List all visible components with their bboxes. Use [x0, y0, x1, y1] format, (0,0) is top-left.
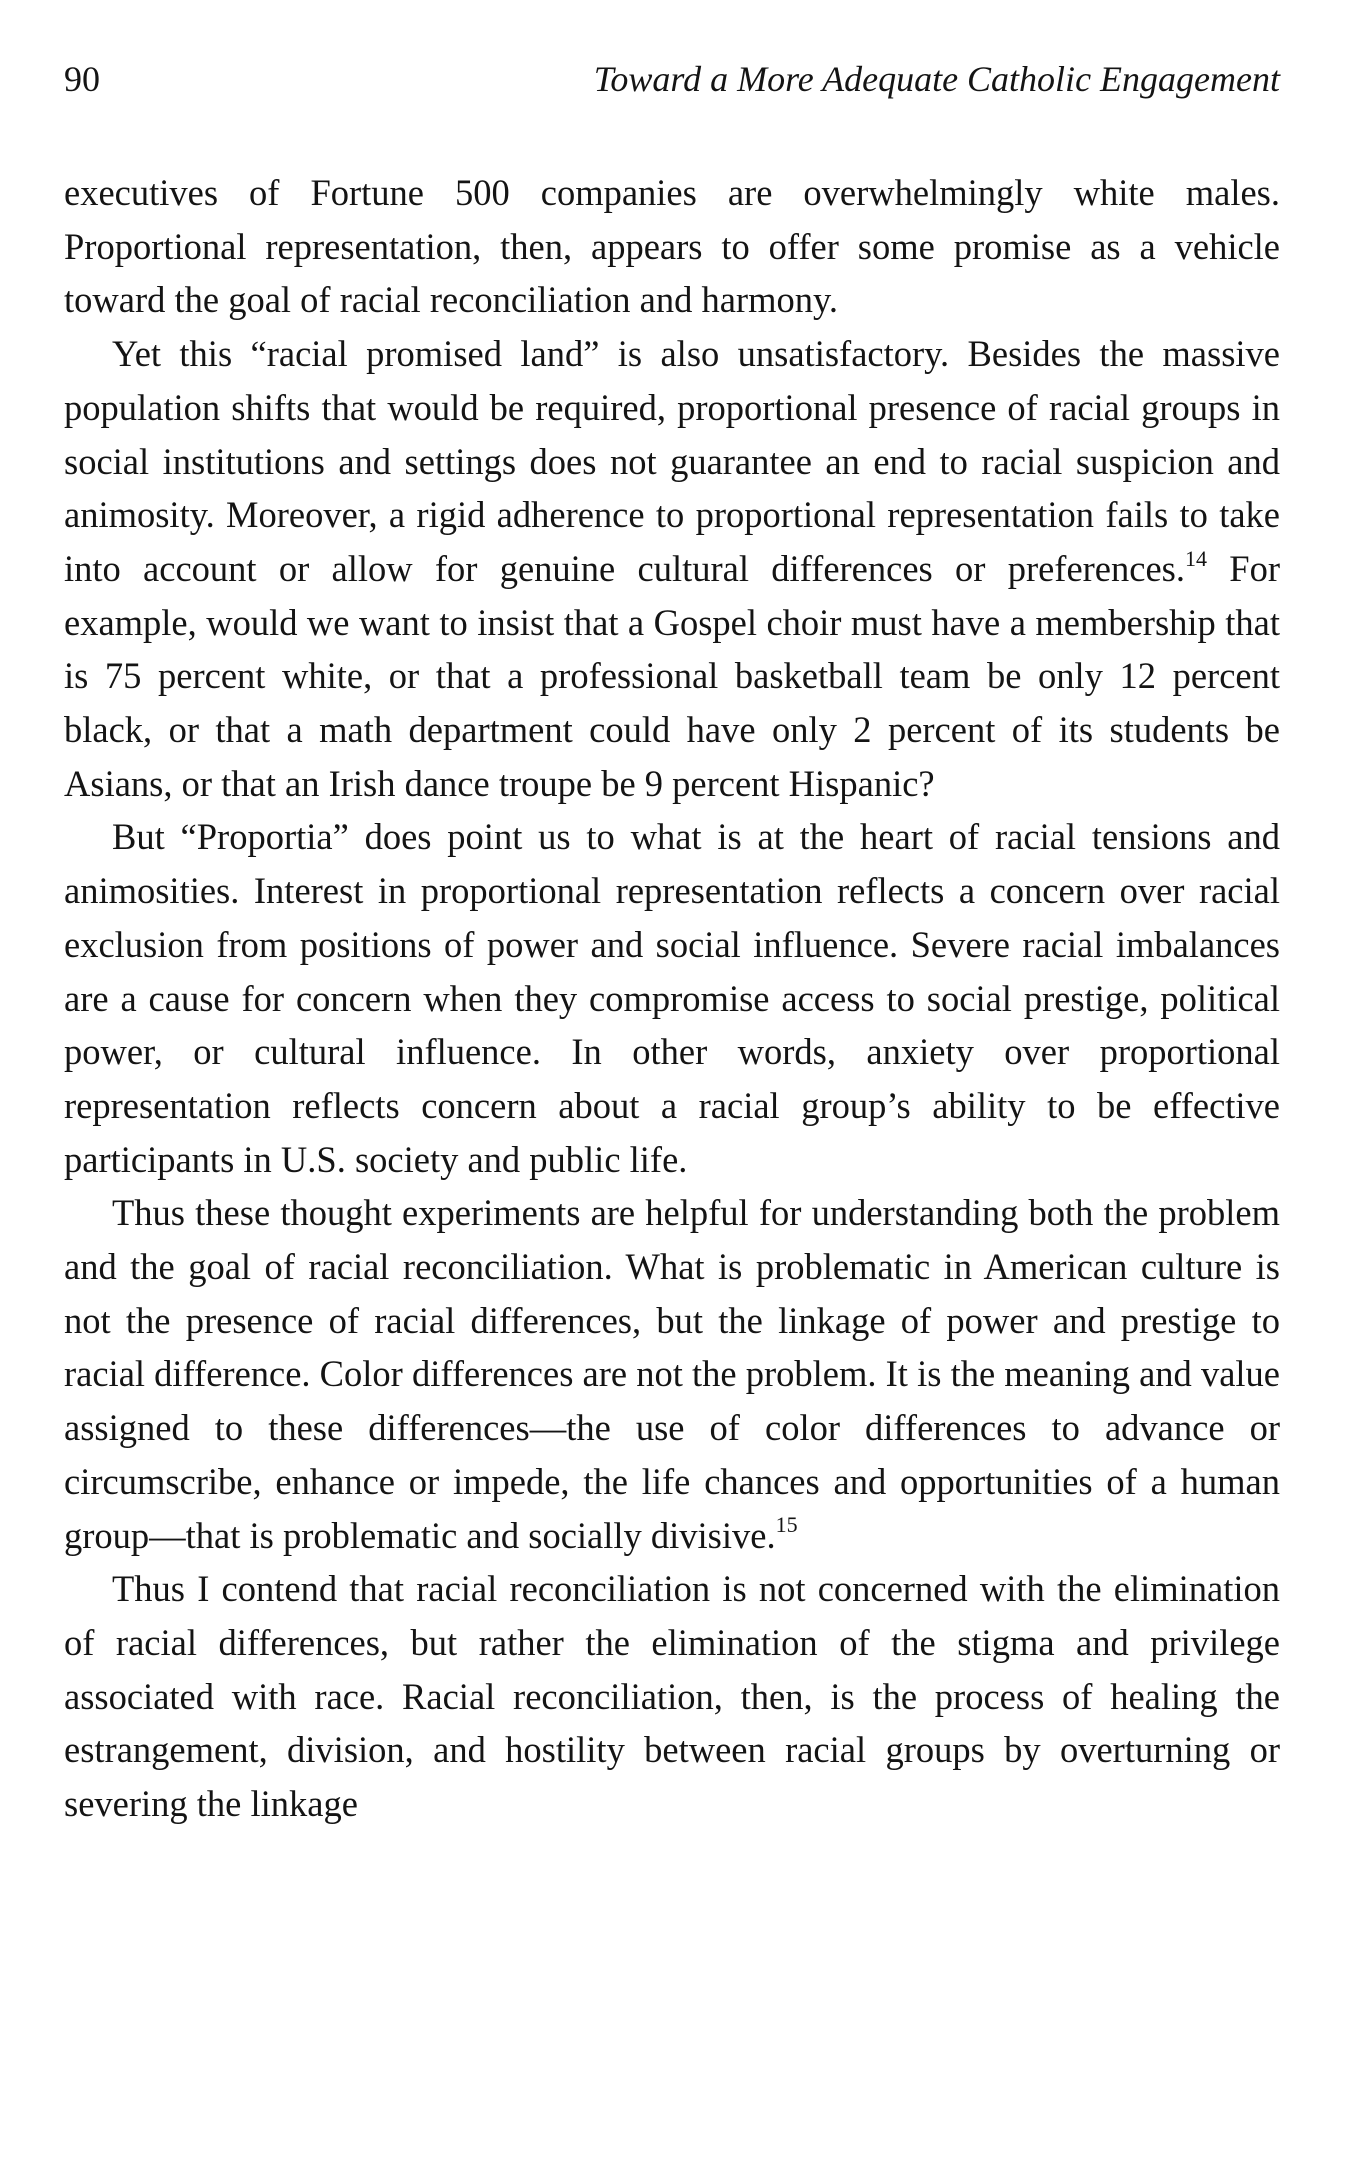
- paragraph: [64, 327, 1280, 810]
- paragraph-text: Thus I contend that racial reconciliation is not concerned with the elimination of racial differences, but rather the elimination of the stigma and privilege associated with race. Racial reconciliation, then, is the process of healing the estrangement, division, and hostility between racial groups by overturning or severing the linkage: [64, 1568, 1280, 1825]
- paragraph-text: Yet this “racial promised land” is also unsatisfactory. Besides the massive population shifts that would be required, proportional presence of racial groups in social institutions and settings does not guarantee an end to racial suspicion and animosity. Moreover, a rigid adherence to proportional representation fails to take into account or allow for genuine cultural differences or preferences.: [64, 333, 1280, 589]
- paragraph: [64, 1186, 1280, 1562]
- paragraph-text: Thus these thought experiments are helpful for understanding both the problem and the goal of racial reconciliation. What is problematic in American culture is not the presence of racial differences, but the linkage of power and prestige to racial difference. Color differences are not the problem. It is the meaning and value assigned to these differences—the use of color differences to advance or circumscribe, enhance or impede, the life chances and opportunities of a human group—that is problematic and socially divisive.: [64, 1192, 1280, 1556]
- paragraph: [64, 166, 1280, 327]
- paragraph-text: But “Proportia” does point us to what is at the heart of racial tensions and animosities. Interest in proportional representation reflects a concern over racial exclusion from positions of power and social influence. Severe racial imbalances are a cause for concern when they compromise access to social prestige, political power, or cultural influence. In other words, anxiety over proportional representation reflects concern about a racial group’s ability to be effective participants in U.S. society and public life.: [64, 816, 1280, 1180]
- page-number: 90: [64, 59, 100, 99]
- paragraph: [64, 1562, 1280, 1831]
- paragraph: [64, 810, 1280, 1186]
- paragraph-text-continued: For example, would we want to insist that a Gospel choir must have a membership that is 75 percent white, or that a professional basketball team be only 12 percent black, or that a math department could have only 2 percent of its students be Asians, or that an Irish dance troupe be 9 percent Hispanic?: [64, 547, 1280, 804]
- page-header: [64, 58, 1280, 108]
- body-text: [64, 166, 1280, 1831]
- footnote-marker: 15: [775, 1512, 798, 1538]
- footnote-marker: 14: [1185, 545, 1207, 571]
- paragraph-text: executives of Fortune 500 companies are overwhelmingly white males. Proportional representation, then, appears to offer some promise as a vehicle toward the goal of racial reconciliation and harmony.: [64, 172, 1280, 321]
- running-head: Toward a More Adequate Catholic Engagement: [593, 59, 1280, 99]
